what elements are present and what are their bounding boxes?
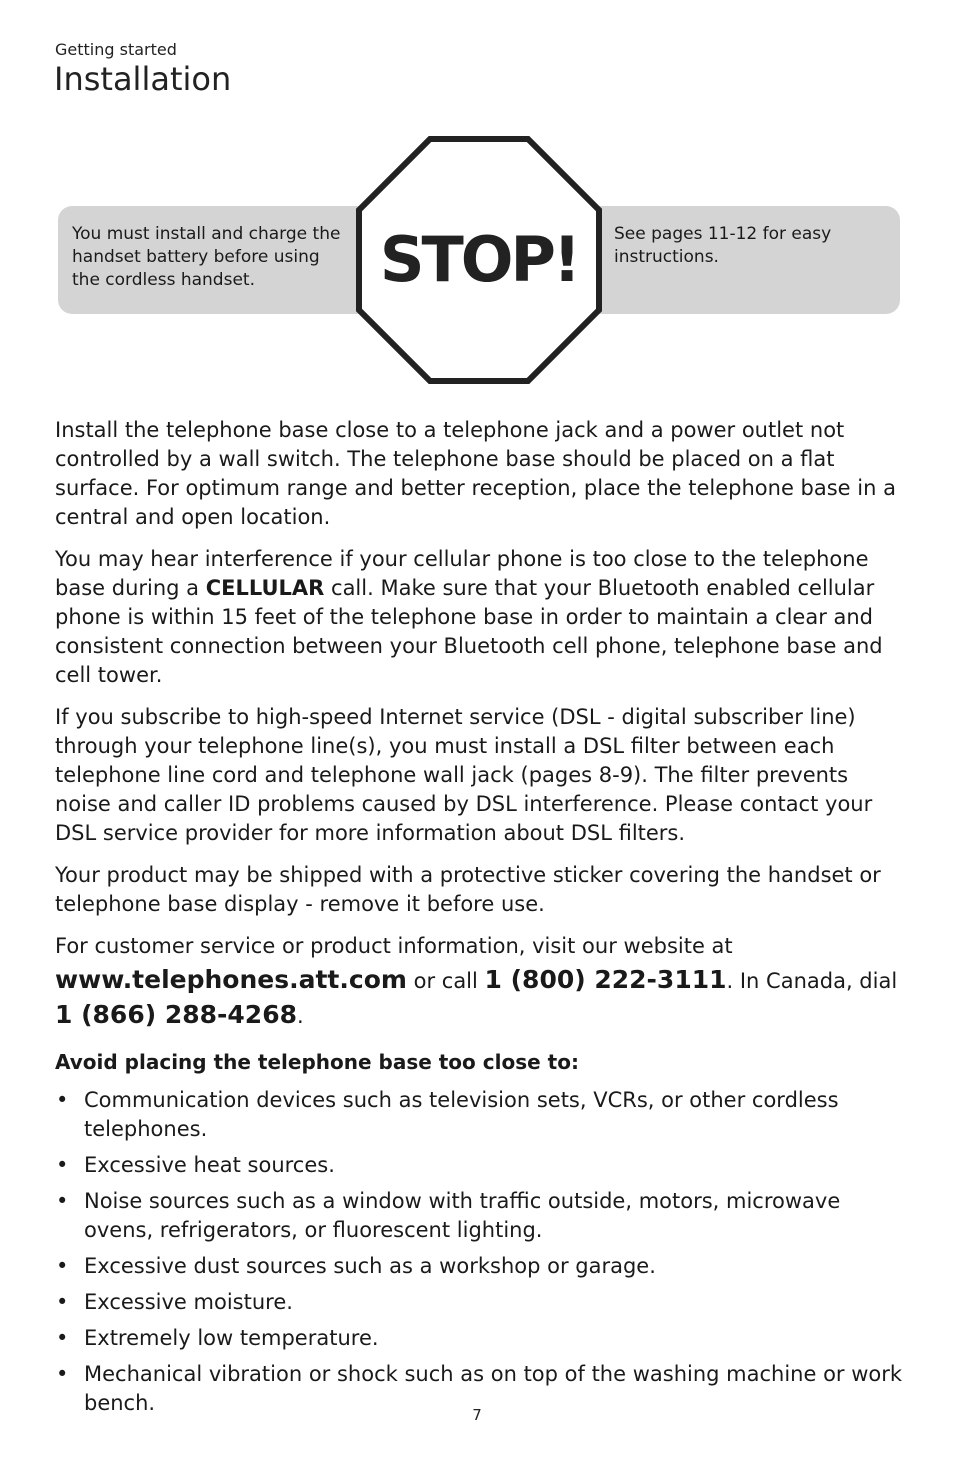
bullet-icon: • — [56, 1362, 69, 1386]
paragraph-cellular-start: You may hear interference if your cellular phone is too close to the telephone base during a — [55, 547, 869, 600]
list-item — [55, 1086, 905, 1144]
paragraph-cellular — [55, 545, 905, 690]
or-call-text: or call — [406, 969, 485, 993]
list-item-text: Extremely low temperature. — [84, 1326, 379, 1350]
bullet-icon: • — [56, 1290, 69, 1314]
section-label: Getting started — [55, 40, 177, 59]
bullet-icon: • — [56, 1326, 69, 1350]
list-item-text: Excessive dust sources such as a workshop or garage. — [84, 1254, 656, 1278]
warning-left-text: You must install and charge the handset battery before using the cordless handset. — [72, 224, 341, 290]
paragraph-sticker: Your product may be shipped with a protective sticker covering the handset or telephone base display - remove it before use. — [55, 863, 881, 916]
stop-label: STOP! — [379, 223, 579, 296]
list-item — [55, 1324, 905, 1353]
paragraph-customer-service: For customer service or product information, visit our website at — [55, 934, 733, 958]
list-item-text: Excessive moisture. — [84, 1290, 293, 1314]
list-item-text: Excessive heat sources. — [84, 1153, 335, 1177]
website-link[interactable]: www.telephones.att.com — [55, 965, 407, 994]
list-item — [55, 1288, 905, 1317]
avoid-list — [55, 1086, 905, 1425]
list-item-text: Noise sources such as a window with traffic outside, motors, microwave ovens, refrigerators, or fluorescent lighting. — [84, 1189, 841, 1242]
contact-line — [55, 963, 905, 998]
paragraph-cellular-end: call. Make sure that your Bluetooth enabled cellular phone is within 15 feet of the telephone base in order to maintain a clear and consistent connection between your Bluetooth cell phone, telephone base and cell tower. — [55, 576, 883, 687]
warning-right-text: See pages 11-12 for easy instructions. — [614, 224, 832, 267]
paragraph-dsl: If you subscribe to high-speed Internet service (DSL - digital subscriber line) through your telephone line(s), you must install a DSL filter between each telephone line cord and telephone wall jack (pages 8-9). The filter prevents noise and caller ID problems caused by DSL interference. Please contact your DSL service provider for more information about DSL filters. — [55, 705, 873, 845]
paragraph-placement: Install the telephone base close to a telephone jack and a power outlet not controlled by a wall switch. The telephone base should be placed on a flat surface. For optimum range and better reception, place the telephone base in a central and open location. — [55, 418, 896, 529]
list-item-text: Mechanical vibration or shock such as on top of the washing machine or work bench. — [84, 1362, 903, 1415]
list-item — [55, 1252, 905, 1281]
list-item-text: Communication devices such as television sets, VCRs, or other cordless telephones. — [84, 1088, 839, 1141]
canada-text: . In Canada, dial — [726, 969, 898, 993]
phone-us: 1 (800) 222-3111 — [484, 965, 727, 994]
bullet-icon: • — [56, 1189, 69, 1213]
end-period: . — [296, 1004, 304, 1028]
bullet-icon: • — [56, 1088, 69, 1112]
phone-canada: 1 (866) 288-4268 — [55, 1000, 297, 1029]
cellular-keyword: CELLULAR — [205, 576, 325, 600]
contact-line-canada — [55, 998, 905, 1033]
list-item — [55, 1187, 905, 1245]
bullet-icon: • — [56, 1254, 69, 1278]
list-item — [55, 1151, 905, 1180]
bullet-icon: • — [56, 1153, 69, 1177]
avoid-heading: Avoid placing the telephone base too close to: — [55, 1050, 579, 1074]
page-title: Installation — [54, 60, 232, 98]
page-number: 7 — [472, 1406, 482, 1424]
